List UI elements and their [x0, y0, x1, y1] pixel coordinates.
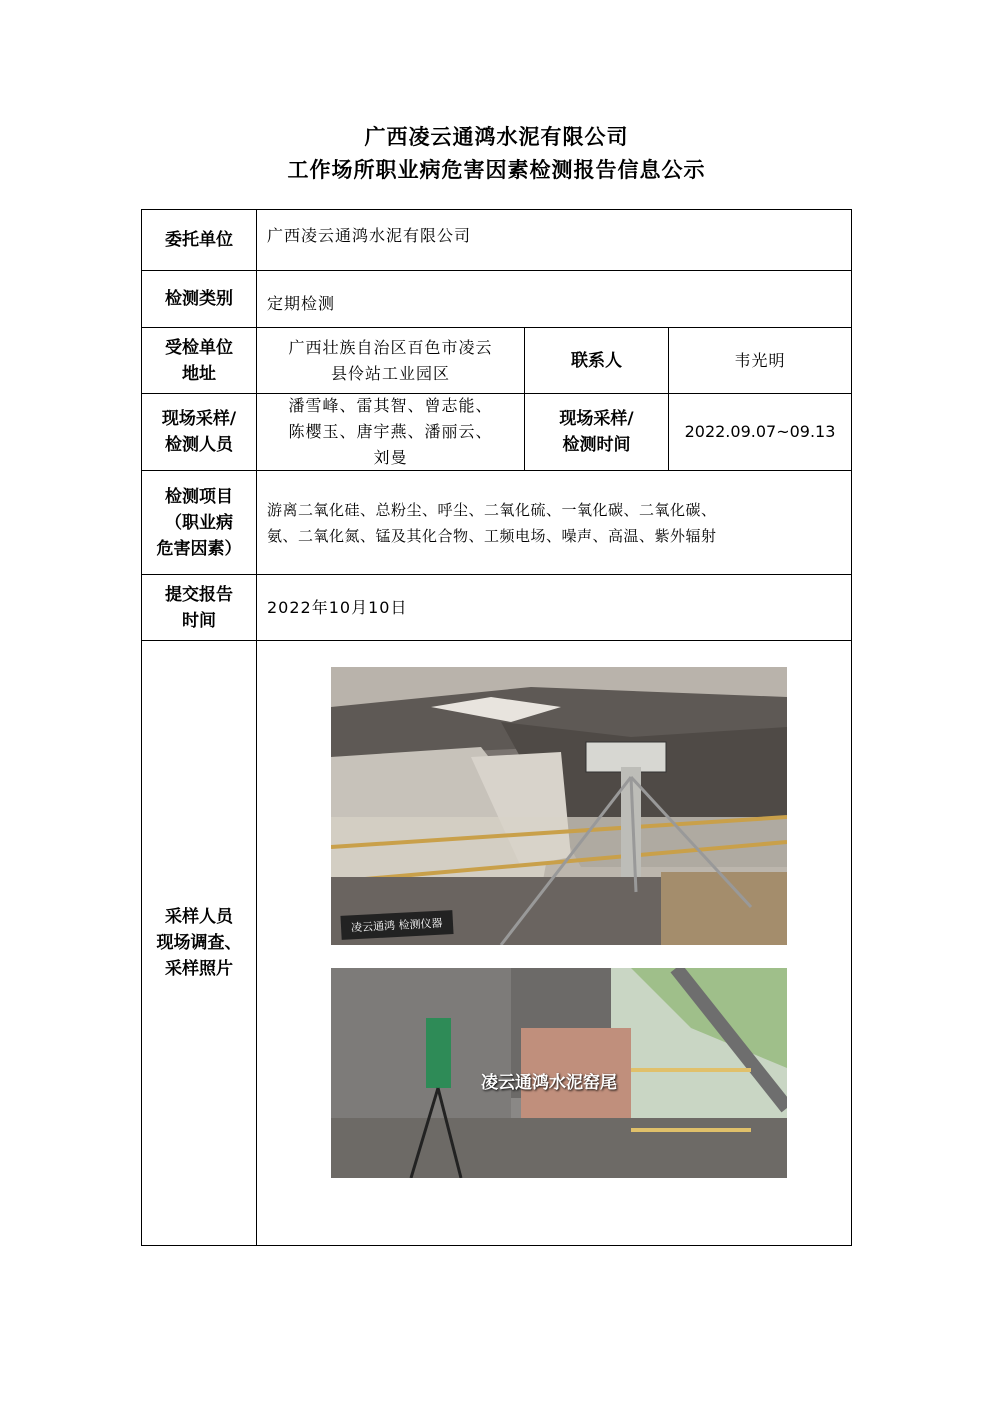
category-label: 检测类别 [165, 289, 233, 309]
client-value-cell [257, 210, 851, 262]
contact-value-cell [669, 328, 851, 393]
report-date-label-cell [142, 575, 256, 640]
staff-value-line2: 陈樱玉、唐宇燕、潘丽云、 [288, 422, 493, 441]
photo-2-caption: 凌云通鸿水泥窑尾 [481, 1073, 617, 1093]
photos-label-line3: 采样照片 [165, 959, 233, 979]
company-title: 广西凌云通鸿水泥有限公司 [364, 124, 629, 149]
photo-1-sign: 凌云通鸿 检测仪器 [340, 910, 453, 940]
staff-label-line2: 检测人员 [165, 435, 233, 455]
sampling-time-label-line1: 现场采样/ [559, 409, 634, 429]
report-date-value-cell [257, 575, 851, 640]
photos-label-line2: 现场调查、 [156, 933, 242, 953]
client-label: 委托单位 [165, 230, 233, 250]
address-value-line2: 县伶站工业园区 [330, 363, 450, 383]
contact-label: 联系人 [571, 350, 622, 371]
contact-label-cell [525, 328, 668, 393]
client-label-cell [142, 210, 256, 270]
address-label-line1: 受检单位 [165, 337, 233, 358]
items-label-line2: （职业病 [165, 512, 233, 533]
staff-label-line1: 现场采样/ [161, 409, 237, 429]
items-value-cell [257, 471, 851, 574]
items-label-line1: 检测项目 [165, 486, 233, 507]
report-date-label-line1: 提交报告 [165, 584, 233, 605]
address-value-cell [257, 328, 524, 393]
photo-1-image [331, 667, 787, 945]
category-label-cell [142, 271, 256, 327]
sampling-time-value-cell [669, 394, 851, 470]
sampling-time-value: 2022.09.07~09.13 [684, 422, 836, 441]
address-value-line1: 广西壮族自治区百色市凌云 [288, 337, 493, 357]
sampling-photo-1 [331, 667, 787, 945]
sampling-time-label-cell [525, 394, 668, 470]
items-label-line3: 危害因素） [156, 538, 242, 559]
address-label-line2: 地址 [182, 363, 216, 384]
items-value-line2: 氨、二氧化氮、锰及其化合物、工频电场、噪声、高温、紫外辐射 [267, 526, 717, 545]
sampling-time-label-line2: 检测时间 [562, 435, 631, 455]
staff-value-line1: 潘雪峰、雷其智、曾志能、 [288, 396, 493, 415]
staff-label-cell [142, 394, 256, 470]
photos-label-line1: 采样人员 [165, 907, 233, 927]
table-border-bottom [141, 1245, 852, 1246]
photos-label-cell [142, 641, 256, 1245]
staff-value-cell [257, 394, 524, 470]
client-value: 广西凌云通鸿水泥有限公司 [267, 226, 472, 245]
category-value: 定期检测 [267, 294, 336, 313]
report-date-label-line2: 时间 [182, 610, 216, 631]
sampling-photo-2 [331, 968, 787, 1178]
category-value-cell [257, 278, 851, 330]
report-title: 工作场所职业病危害因素检测报告信息公示 [287, 157, 706, 182]
contact-value: 韦光明 [734, 350, 786, 370]
items-value-line1: 游离二氧化硅、总粉尘、呼尘、二氧化硫、一氧化碳、二氧化碳、 [267, 500, 717, 519]
items-label-cell [142, 471, 256, 574]
report-date-value: 2022年10月10日 [267, 597, 408, 617]
address-label-cell [142, 328, 256, 393]
staff-value-line3: 刘曼 [373, 448, 408, 467]
table-border-right [851, 209, 852, 1246]
